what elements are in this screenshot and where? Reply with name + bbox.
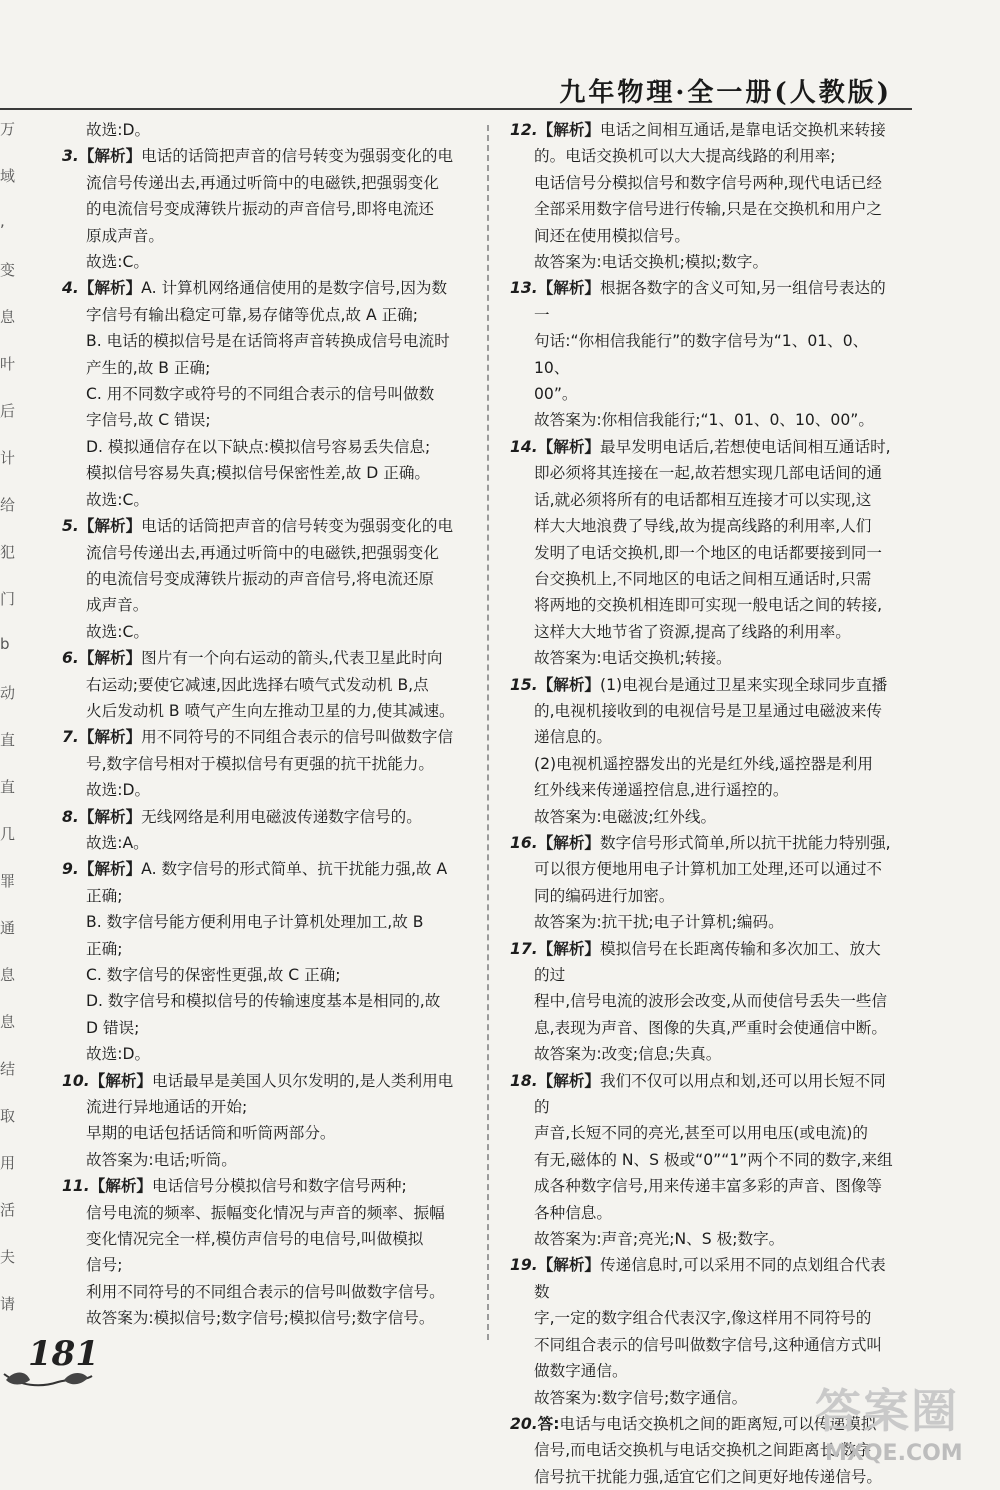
question-text: 正确; xyxy=(86,886,123,905)
answer-line: 故选:A。 xyxy=(86,833,149,852)
edge-char: 用 xyxy=(0,1154,16,1172)
edge-char: b xyxy=(0,635,10,653)
header-rule xyxy=(0,108,912,110)
question-text: 信号,而电话交换机与电话交换机之间距离长,数字 xyxy=(534,1441,872,1460)
question-text: 程中,信号电流的波形会改变,从而使信号丢失一些信 xyxy=(534,992,887,1011)
edge-char: 门 xyxy=(0,590,16,608)
analysis-tag: 【解析】 xyxy=(537,675,601,694)
question-text: 图片有一个向右运动的箭头,代表卫星此时向 xyxy=(141,649,443,668)
question-text: 信号电流的频率、振幅变化情况与声音的频率、振幅 xyxy=(86,1203,445,1222)
question-item xyxy=(510,936,895,989)
edge-char: 后 xyxy=(0,402,16,420)
question-number: 18. xyxy=(510,1071,538,1090)
analysis-tag: 【解析】 xyxy=(78,807,142,826)
answer-line: 故选:C。 xyxy=(86,490,149,509)
answer-line: 故答案为:电话交换机;模拟;数字。 xyxy=(534,253,769,272)
question-text: 递信息的。 xyxy=(534,728,612,747)
question-text: 最早发明电话后,若想使电话间相互通话时, xyxy=(600,437,891,456)
question-text: 有无,磁体的 N、S 极或“0”“1”两个不同的数字,来组 xyxy=(534,1150,893,1169)
question-text: 话,就必须将所有的电话都相互连接才可以实现,这 xyxy=(534,490,872,509)
analysis-tag: 【解析】 xyxy=(89,1177,153,1196)
watermark xyxy=(805,1375,995,1471)
question-text: 信号; xyxy=(86,1256,123,1275)
page-number xyxy=(0,1330,100,1400)
analysis-tag: 【解析】 xyxy=(78,728,142,747)
edge-char: 计 xyxy=(0,449,16,467)
question-item xyxy=(62,856,462,882)
question-text: A. 数字信号的形式简单、抗干扰能力强,故 A xyxy=(141,860,448,879)
answer-line: 故选:D。 xyxy=(86,781,151,800)
question-number: 14. xyxy=(510,437,538,456)
question-item xyxy=(62,143,462,169)
question-text: 同的编码进行加密。 xyxy=(534,886,675,905)
analysis-tag: 【解析】 xyxy=(78,649,142,668)
edge-char: 息 xyxy=(0,308,16,326)
watermark-url: MXQE.COM xyxy=(825,1441,963,1466)
question-number: 11. xyxy=(62,1177,90,1196)
answer-line: 故答案为:电磁波;红外线。 xyxy=(534,807,717,826)
question-text: 原成声音。 xyxy=(86,226,164,245)
question-number: 10. xyxy=(62,1071,90,1090)
question-text: 00”。 xyxy=(534,385,578,404)
question-text: 无线网络是利用电磁波传递数字信号的。 xyxy=(141,807,422,826)
question-text: 电话信号分模拟信号和数字信号两种; xyxy=(152,1177,407,1196)
question-item xyxy=(510,830,895,856)
question-text: 发明了电话交换机,即一个地区的电话都要接到同一 xyxy=(534,543,883,562)
question-text: 早期的电话包括话筒和听筒两部分。 xyxy=(86,1124,336,1143)
question-text: D. 模拟通信存在以下缺点:模拟信号容易丢失信息; xyxy=(86,437,431,456)
analysis-tag: 【解析】 xyxy=(537,279,601,298)
left-edge-strip xyxy=(0,118,26,1348)
question-number: 4. xyxy=(62,279,79,298)
page-header: 九年物理·全一册(人教版) xyxy=(559,78,892,108)
watermark-logo: 答案圈 xyxy=(815,1384,959,1438)
answer-line: 故答案为:模拟信号;数字信号;模拟信号;数字信号。 xyxy=(86,1309,435,1328)
answer-line: 故答案为:声音;亮光;N、S 极;数字。 xyxy=(534,1230,785,1249)
answer-line: 故答案为:改变;信息;失真。 xyxy=(534,1045,722,1064)
question-number: 17. xyxy=(510,939,538,958)
edge-char: 取 xyxy=(0,1107,16,1125)
analysis-tag: 答: xyxy=(537,1414,560,1433)
question-item xyxy=(62,275,462,301)
question-text: 变化情况完全一样,模仿声信号的电信号,叫做模拟 xyxy=(86,1230,424,1249)
question-text: 息,表现为声音、图像的失真,严重时会使通信中断。 xyxy=(534,1018,887,1037)
question-text: 的电流信号变成薄铁片振动的声音信号,将电流还原 xyxy=(86,569,435,588)
question-text: C. 用不同数字或符号的不同组合表示的信号叫做数 xyxy=(86,385,435,404)
question-item xyxy=(62,513,462,539)
question-number: 9. xyxy=(62,860,79,879)
question-text: 全部采用数字信号进行传输,只是在交换机和用户之 xyxy=(534,200,883,219)
edge-char: 息 xyxy=(0,966,16,984)
question-text: 字信号,故 C 错误; xyxy=(86,411,211,430)
edge-char: 几 xyxy=(0,825,16,843)
question-text: 传递信息时,可以采用不同的点划组合代表数 xyxy=(534,1256,886,1301)
question-item xyxy=(62,724,462,750)
answer-line: 故选:C。 xyxy=(86,253,149,272)
question-text: 流信号传递出去,再通过听筒中的电磁铁,把强弱变化 xyxy=(86,173,439,192)
question-text: 成各种数字信号,用来传递丰富多彩的声音、图像等 xyxy=(534,1177,883,1196)
edge-char: 罪 xyxy=(0,872,16,890)
answer-line: 故答案为:你相信我能行;“1、01、0、10、00”。 xyxy=(534,411,874,430)
edge-char: 夫 xyxy=(0,1248,16,1266)
answer-line: 故答案为:电话交换机;转接。 xyxy=(534,649,732,668)
question-text: 成声音。 xyxy=(86,596,149,615)
question-item xyxy=(62,1068,462,1094)
question-number: 15. xyxy=(510,675,538,694)
question-text: 我们不仅可以用点和划,还可以用长短不同的 xyxy=(534,1071,886,1117)
edge-char: 直 xyxy=(0,778,16,796)
analysis-tag: 【解析】 xyxy=(537,1071,601,1090)
question-text: (2)电视机遥控器发出的光是红外线,遥控器是利用 xyxy=(534,754,873,773)
question-text: 红外线来传递遥控信息,进行遥控的。 xyxy=(534,781,789,800)
question-text: C. 数字信号的保密性更强,故 C 正确; xyxy=(86,966,341,984)
answer-line: 故选:D。 xyxy=(86,121,151,139)
question-text: 电话之间相互通话,是靠电话交换机来转接 xyxy=(600,121,886,139)
question-item xyxy=(510,275,895,328)
question-item xyxy=(62,1173,462,1199)
question-text: 各种信息。 xyxy=(534,1203,612,1222)
page-number-text: 181 xyxy=(28,1334,99,1374)
question-text: 样大大地浪费了导线,故为提高线路的利用率,人们 xyxy=(534,517,872,536)
question-text: 字信号有输出稳定可靠,易存储等优点,故 A 正确; xyxy=(86,305,419,324)
question-text: 可以很方便地用电子计算机加工处理,还可以通过不 xyxy=(534,860,883,879)
question-text: 正确; xyxy=(86,939,123,958)
analysis-tag: 【解析】 xyxy=(89,1071,153,1090)
question-text: 信号抗干扰能力强,适宜它们之间更好地传递信号。 xyxy=(534,1467,883,1486)
question-text: 电话最早是美国人贝尔发明的,是人类利用电 xyxy=(152,1071,454,1090)
question-text: 号,数字信号相对于模拟信号有更强的抗干扰能力。 xyxy=(86,754,435,773)
question-text: 流信号传递出去,再通过听筒中的电磁铁,把强弱变化 xyxy=(86,543,439,562)
edge-char: 结 xyxy=(0,1060,16,1078)
answer-line: 故答案为:抗干扰;电子计算机;编码。 xyxy=(534,913,784,932)
edge-char: 息 xyxy=(0,1013,16,1031)
question-number: 5. xyxy=(62,517,79,536)
question-text: (1)电视台是通过卫星来实现全球同步直播 xyxy=(600,675,888,694)
question-text: 用不同符号的不同组合表示的信号叫做数字信 xyxy=(141,728,454,747)
question-text: 模拟信号在长距离传输和多次加工、放大的过 xyxy=(534,939,881,984)
question-text: 的电流信号变成薄铁片振动的声音信号,即将电流还 xyxy=(86,200,435,219)
question-item xyxy=(510,1068,895,1121)
analysis-tag: 【解析】 xyxy=(537,939,601,958)
edge-char: 万 xyxy=(0,120,16,138)
edge-char: , xyxy=(0,212,5,230)
edge-char: 给 xyxy=(0,496,16,514)
question-item xyxy=(62,804,462,830)
question-number: 6. xyxy=(62,649,79,668)
question-number: 7. xyxy=(62,728,79,747)
question-item xyxy=(62,645,462,671)
analysis-tag: 【解析】 xyxy=(537,437,601,456)
question-text: 电话的话筒把声音的信号转变为强弱变化的电 xyxy=(141,147,454,166)
question-text: 利用不同符号的不同组合表示的信号叫做数字信号。 xyxy=(86,1282,445,1301)
question-text: 电话与电话交换机之间的距离短,可以传递模拟 xyxy=(559,1414,877,1433)
question-text: 根据各数字的含义可知,另一组信号表达的一 xyxy=(534,279,886,324)
question-number: 19. xyxy=(510,1256,538,1275)
question-text: 流进行异地通话的开始; xyxy=(86,1098,248,1117)
question-number: 20. xyxy=(510,1414,538,1433)
answer-line: 故答案为:电话;听筒。 xyxy=(86,1150,237,1169)
question-text: D. 数字信号和模拟信号的传输速度基本是相同的,故 xyxy=(86,992,441,1011)
question-item xyxy=(510,117,895,143)
edge-char: 动 xyxy=(0,684,16,702)
question-text: B. 电话的模拟信号是在话筒将声音转换成信号电流时 xyxy=(86,332,450,351)
right-column xyxy=(510,117,895,1490)
question-text: 台交换机上,不同地区的电话之间相互通话时,只需 xyxy=(534,569,872,588)
edge-char: 变 xyxy=(0,261,16,279)
question-text: D 错误; xyxy=(86,1018,140,1037)
question-text: 电话的话筒把声音的信号转变为强弱变化的电 xyxy=(141,517,454,536)
answer-line: 故选:D。 xyxy=(86,1045,151,1064)
question-text: 的,电视机接收到的电视信号是卫星通过电磁波来传 xyxy=(534,701,883,720)
question-item xyxy=(510,1252,895,1305)
edge-char: 请 xyxy=(0,1295,16,1313)
question-text: 右运动;要使它减速,因此选择右喷气式发动机 B,点 xyxy=(86,675,429,694)
answer-line: 故选:C。 xyxy=(86,622,149,641)
question-item xyxy=(510,434,895,460)
question-text: 不同组合表示的信号叫做数字信号,这种通信方式叫 xyxy=(534,1335,883,1354)
question-text: 的。电话交换机可以大大提高线路的利用率; xyxy=(534,147,836,166)
question-number: 13. xyxy=(510,279,538,298)
left-column xyxy=(62,117,462,1332)
question-text: B. 数字信号能方便利用电子计算机处理加工,故 B xyxy=(86,913,424,932)
question-text: 声音,长短不同的亮光,甚至可以用电压(或电流)的 xyxy=(534,1124,868,1143)
edge-char: 通 xyxy=(0,919,16,937)
edge-char: 叶 xyxy=(0,355,16,373)
answer-line: 故答案为:数字信号;数字通信。 xyxy=(534,1388,748,1407)
question-item xyxy=(510,672,895,698)
question-text: 产生的,故 B 正确; xyxy=(86,358,211,377)
question-number: 8. xyxy=(62,807,79,826)
question-text: 即必须将其连接在一起,故若想实现几部电话间的通 xyxy=(534,464,883,483)
question-text: 火后发动机 B 喷气产生向左推动卫星的力,使其减速。 xyxy=(86,701,455,720)
question-number: 3. xyxy=(62,147,79,166)
question-text: 字,一定的数字组合代表汉字,像这样用不同符号的 xyxy=(534,1309,872,1328)
analysis-tag: 【解析】 xyxy=(78,279,142,298)
analysis-tag: 【解析】 xyxy=(537,1256,601,1275)
question-text: 句话:“你相信我能行”的数字信号为“1、01、0、10、 xyxy=(534,332,869,377)
edge-char: 活 xyxy=(0,1201,16,1219)
edge-char: 域 xyxy=(0,167,16,185)
edge-char: 犯 xyxy=(0,543,16,561)
analysis-tag: 【解析】 xyxy=(537,121,601,139)
question-text: 数字信号形式简单,所以抗干扰能力特别强, xyxy=(600,833,891,852)
analysis-tag: 【解析】 xyxy=(78,860,142,879)
column-divider xyxy=(487,125,489,1340)
question-text: 将两地的交换机相连即可实现一般电话之间的转接, xyxy=(534,596,883,615)
question-text: 间还在使用模拟信号。 xyxy=(534,226,690,245)
question-text: 这样大大地节省了资源,提高了线路的利用率。 xyxy=(534,622,851,641)
analysis-tag: 【解析】 xyxy=(537,833,601,852)
analysis-tag: 【解析】 xyxy=(78,517,142,536)
question-text: 做数字通信。 xyxy=(534,1362,628,1381)
edge-char: 直 xyxy=(0,731,16,749)
question-text: A. 计算机网络通信使用的是数字信号,因为数 xyxy=(141,279,448,298)
question-number: 12. xyxy=(510,121,538,139)
question-text: 电话信号分模拟信号和数字信号两种,现代电话已经 xyxy=(534,173,883,192)
question-text: 模拟信号容易失真;模拟信号保密性差,故 D 正确。 xyxy=(86,464,431,483)
analysis-tag: 【解析】 xyxy=(78,147,142,166)
question-number: 16. xyxy=(510,833,538,852)
